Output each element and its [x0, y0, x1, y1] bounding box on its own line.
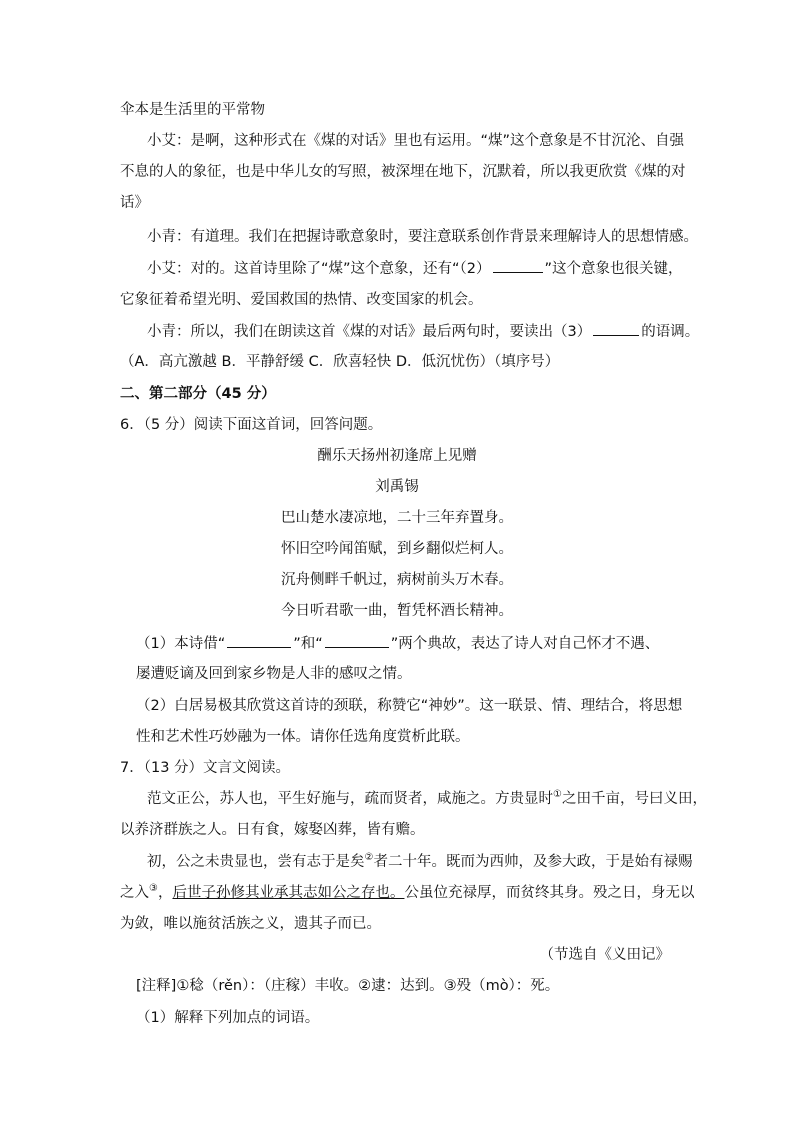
text-line: 为敛，唯以施贫活族之义，遗其子而已。: [120, 916, 381, 932]
source-citation: （节选自《义田记》: [539, 947, 670, 963]
text-segment: 小艾：对的。这首诗里除了“煤”这个意象，还有“（2）: [147, 261, 491, 277]
text-line: 小青：有道理。我们在把握诗歌意象时，要注意联系创作背景来理解诗人的思想情感。: [147, 229, 698, 245]
text-segment: 小青：所以，我们在朗读这首《煤的对话》最后两句时，要读出（3）: [147, 324, 592, 340]
text-segment: 公虽位充禄厚，而贫终其身。殁之日，身无以: [404, 885, 695, 901]
text-segment: 范文正公，苏人也，平生好施与，疏而贤者，咸施之。方贵显时: [147, 791, 553, 807]
answer-blank: [227, 633, 291, 648]
footnote-marker: ③: [149, 883, 158, 894]
section-heading: 二、第二部分（45 分）: [120, 386, 276, 402]
text-line: 伞本是生活里的平常物: [120, 102, 265, 118]
text-line: [147, 852, 692, 872]
poem-line: 巴山楚水凄凉地，二十三年弃置身。: [281, 510, 513, 526]
text-segment: ，: [157, 885, 173, 901]
text-line: 性和艺术性巧妙融为一体。请你任选角度赏析此联。: [136, 729, 470, 745]
answer-blank: [593, 321, 639, 336]
text-segment: ”和“: [293, 636, 323, 652]
text-segment: （1）本诗借“: [136, 636, 226, 652]
question-stem: 6．（5 分）阅读下面这首词，回答问题。: [120, 417, 383, 433]
text-segment: 之田千亩，号曰义田，: [561, 791, 707, 807]
text-line: 话》: [120, 195, 149, 211]
text-line: 小艾：是啊，这种形式在《煤的对话》里也有运用。“煤”这个意象是不甘沉沦、自强: [147, 133, 685, 149]
text-segment: 初，公之未贵显也，尝有志于是矣: [147, 854, 365, 870]
text-line: （A．高亢激越 B．平静舒缓 C．欣喜轻快 D．低沉忧伤）（填序号）: [120, 354, 560, 370]
underlined-sentence: 后世子孙修其业承其志如公之存也。: [172, 885, 405, 901]
question-stem: 7．（13 分）文言文阅读。: [120, 760, 291, 776]
answer-blank: [493, 258, 543, 273]
poem-line: 沉舟侧畔千帆过，病树前头万木春。: [281, 572, 513, 588]
text-segment: 者二十年。既而为西帅，及参大政，于是始有禄赐: [373, 854, 693, 870]
text-line: [147, 258, 683, 279]
poem-author: 刘禹锡: [375, 479, 419, 495]
footnote-marker: ②: [364, 852, 374, 863]
sub-question: （2）白居易极其欣赏这首诗的颈联，称赞它“神妙”。这一联景、情、理结合，将思想: [136, 698, 683, 714]
text-line: [120, 883, 694, 903]
poem-title: 酬乐天扬州初逢席上见赠: [317, 448, 477, 464]
text-line: 它象征着希望光明、爱国救国的热情、改变国家的机会。: [120, 292, 483, 308]
text-segment: 的语调。: [641, 324, 700, 340]
poem-line: 今日听君歌一曲，暂凭杯酒长精神。: [281, 603, 513, 619]
poem-line: 怀旧空吟闻笛赋，到乡翻似烂柯人。: [281, 541, 513, 557]
text-line: 屡遭贬谪及回到家乡物是人非的感叹之情。: [136, 666, 412, 682]
footnote-marker: ①: [553, 789, 562, 800]
text-line: [147, 321, 699, 342]
text-line: [147, 789, 707, 809]
text-line: 以养济群族之人。日有食，嫁娶凶葬，皆有赡。: [120, 822, 425, 838]
footnotes: [注释]①稔（rěn）：（庄稼）丰收。②逮：达到。③殁（mò）：死。: [136, 978, 560, 994]
sub-question: [136, 633, 659, 654]
answer-blank: [325, 633, 389, 648]
text-segment: 之入: [120, 885, 149, 901]
text-segment: ”两个典故，表达了诗人对自己怀才不遇、: [390, 636, 660, 652]
text-segment: ”这个意象也很关键，: [544, 261, 683, 277]
sub-question: （1）解释下列加点的词语。: [136, 1010, 320, 1026]
text-line: 不息的人的象征，也是中华儿女的写照，被深埋在地下，沉默着，所以我更欣赏《煤的对: [120, 164, 686, 180]
